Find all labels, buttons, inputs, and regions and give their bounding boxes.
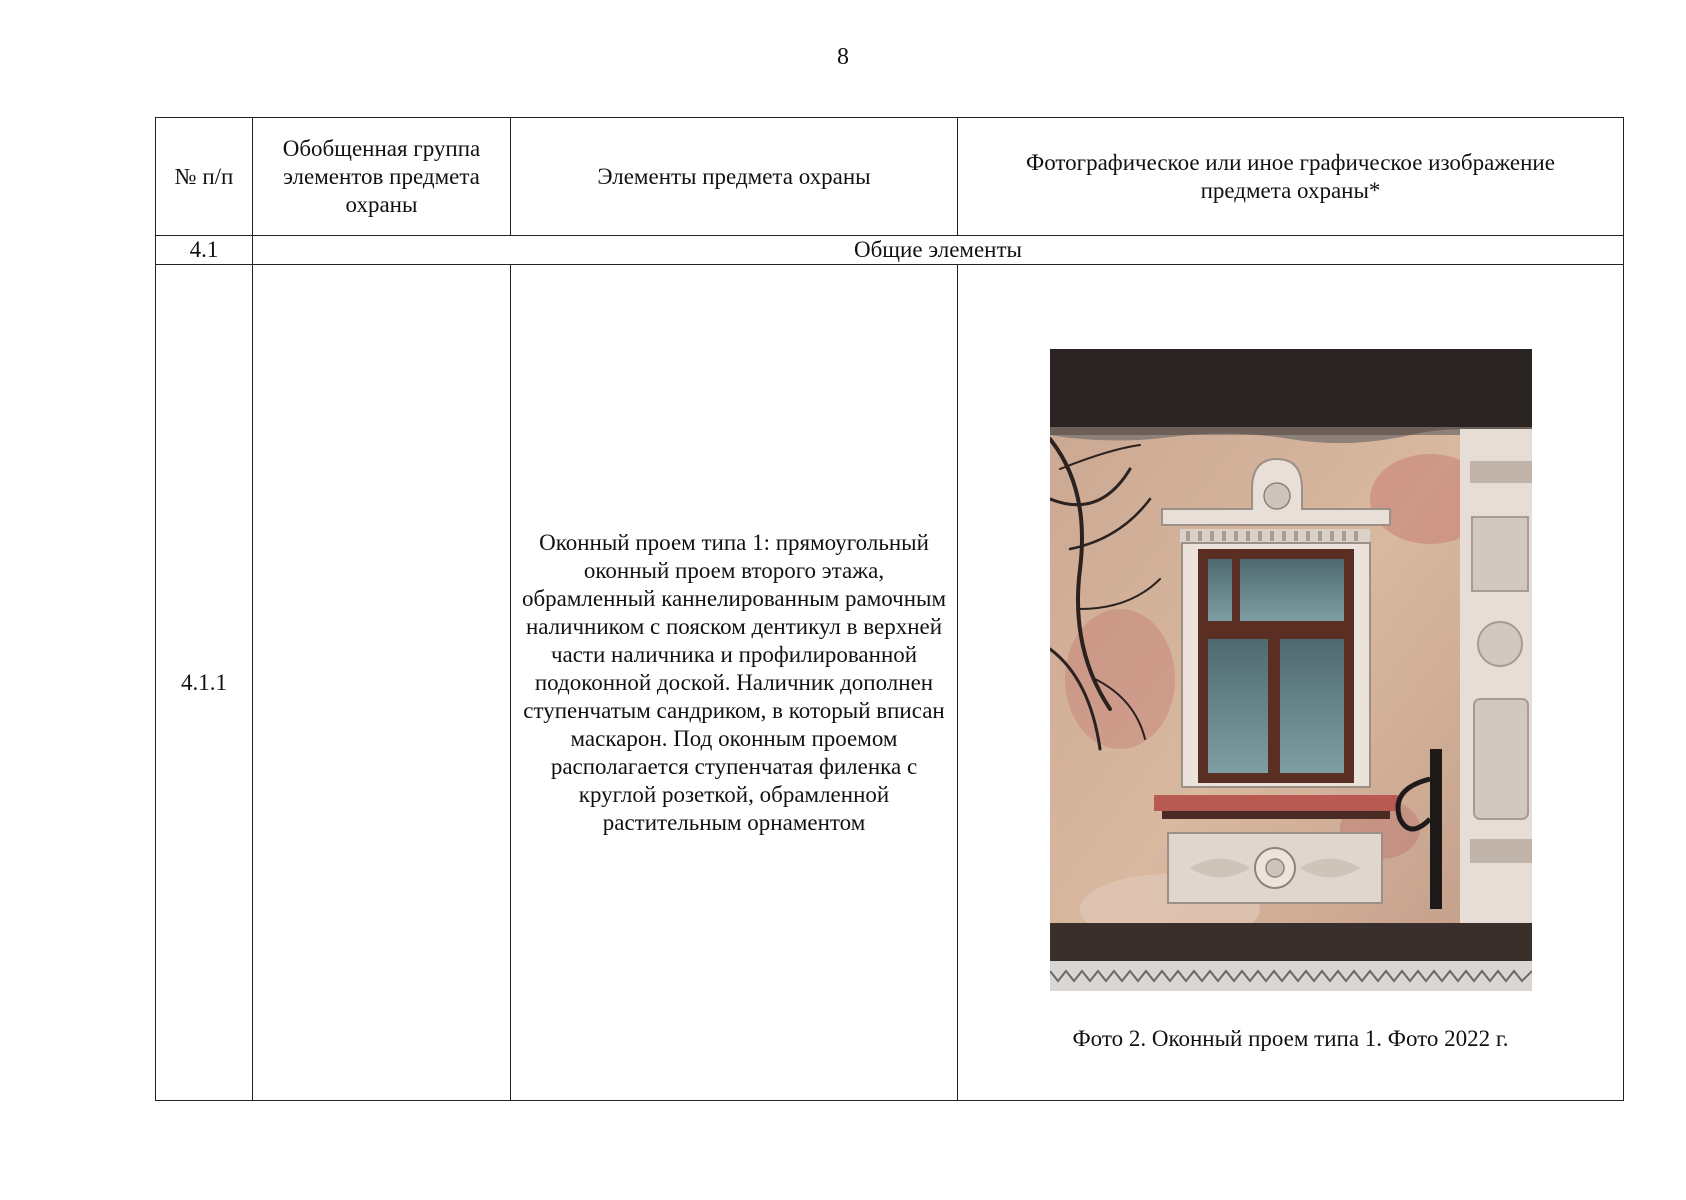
header-row (156, 118, 1624, 236)
window-photo (1050, 349, 1532, 991)
row-description: Оконный проем типа 1: прямоугольный оконный проем второго этажа, обрамленный каннелированным рамочным наличником с пояском дентикул в верхней части наличника и профилированной подоконной доской. Наличник дополнен ступенчатым сандриком, в который вписан маскарон. Под оконным проемом располагается ступенчатая филенка с круглой розеткой, обрамленной растительным орнаментом (511, 265, 958, 1101)
header-number: № п/п (156, 118, 253, 236)
page-number: 8 (837, 44, 849, 70)
row-group (253, 265, 511, 1101)
photo-caption: Фото 2. Оконный проем типа 1. Фото 2022 г. (1072, 1026, 1509, 1051)
section-number: 4.1 (156, 236, 253, 265)
table-row (156, 265, 1624, 1101)
row-photo-cell (958, 265, 1624, 1101)
protection-table (155, 117, 1624, 1101)
section-row (156, 236, 1624, 265)
header-group: Обобщенная группа элементов предмета охраны (253, 118, 511, 236)
header-elements: Элементы предмета охраны (511, 118, 958, 236)
row-number: 4.1.1 (156, 265, 253, 1101)
section-title: Общие элементы (253, 236, 1624, 265)
header-photo: Фотографическое или иное графическое изображение предмета охраны* (958, 118, 1624, 236)
